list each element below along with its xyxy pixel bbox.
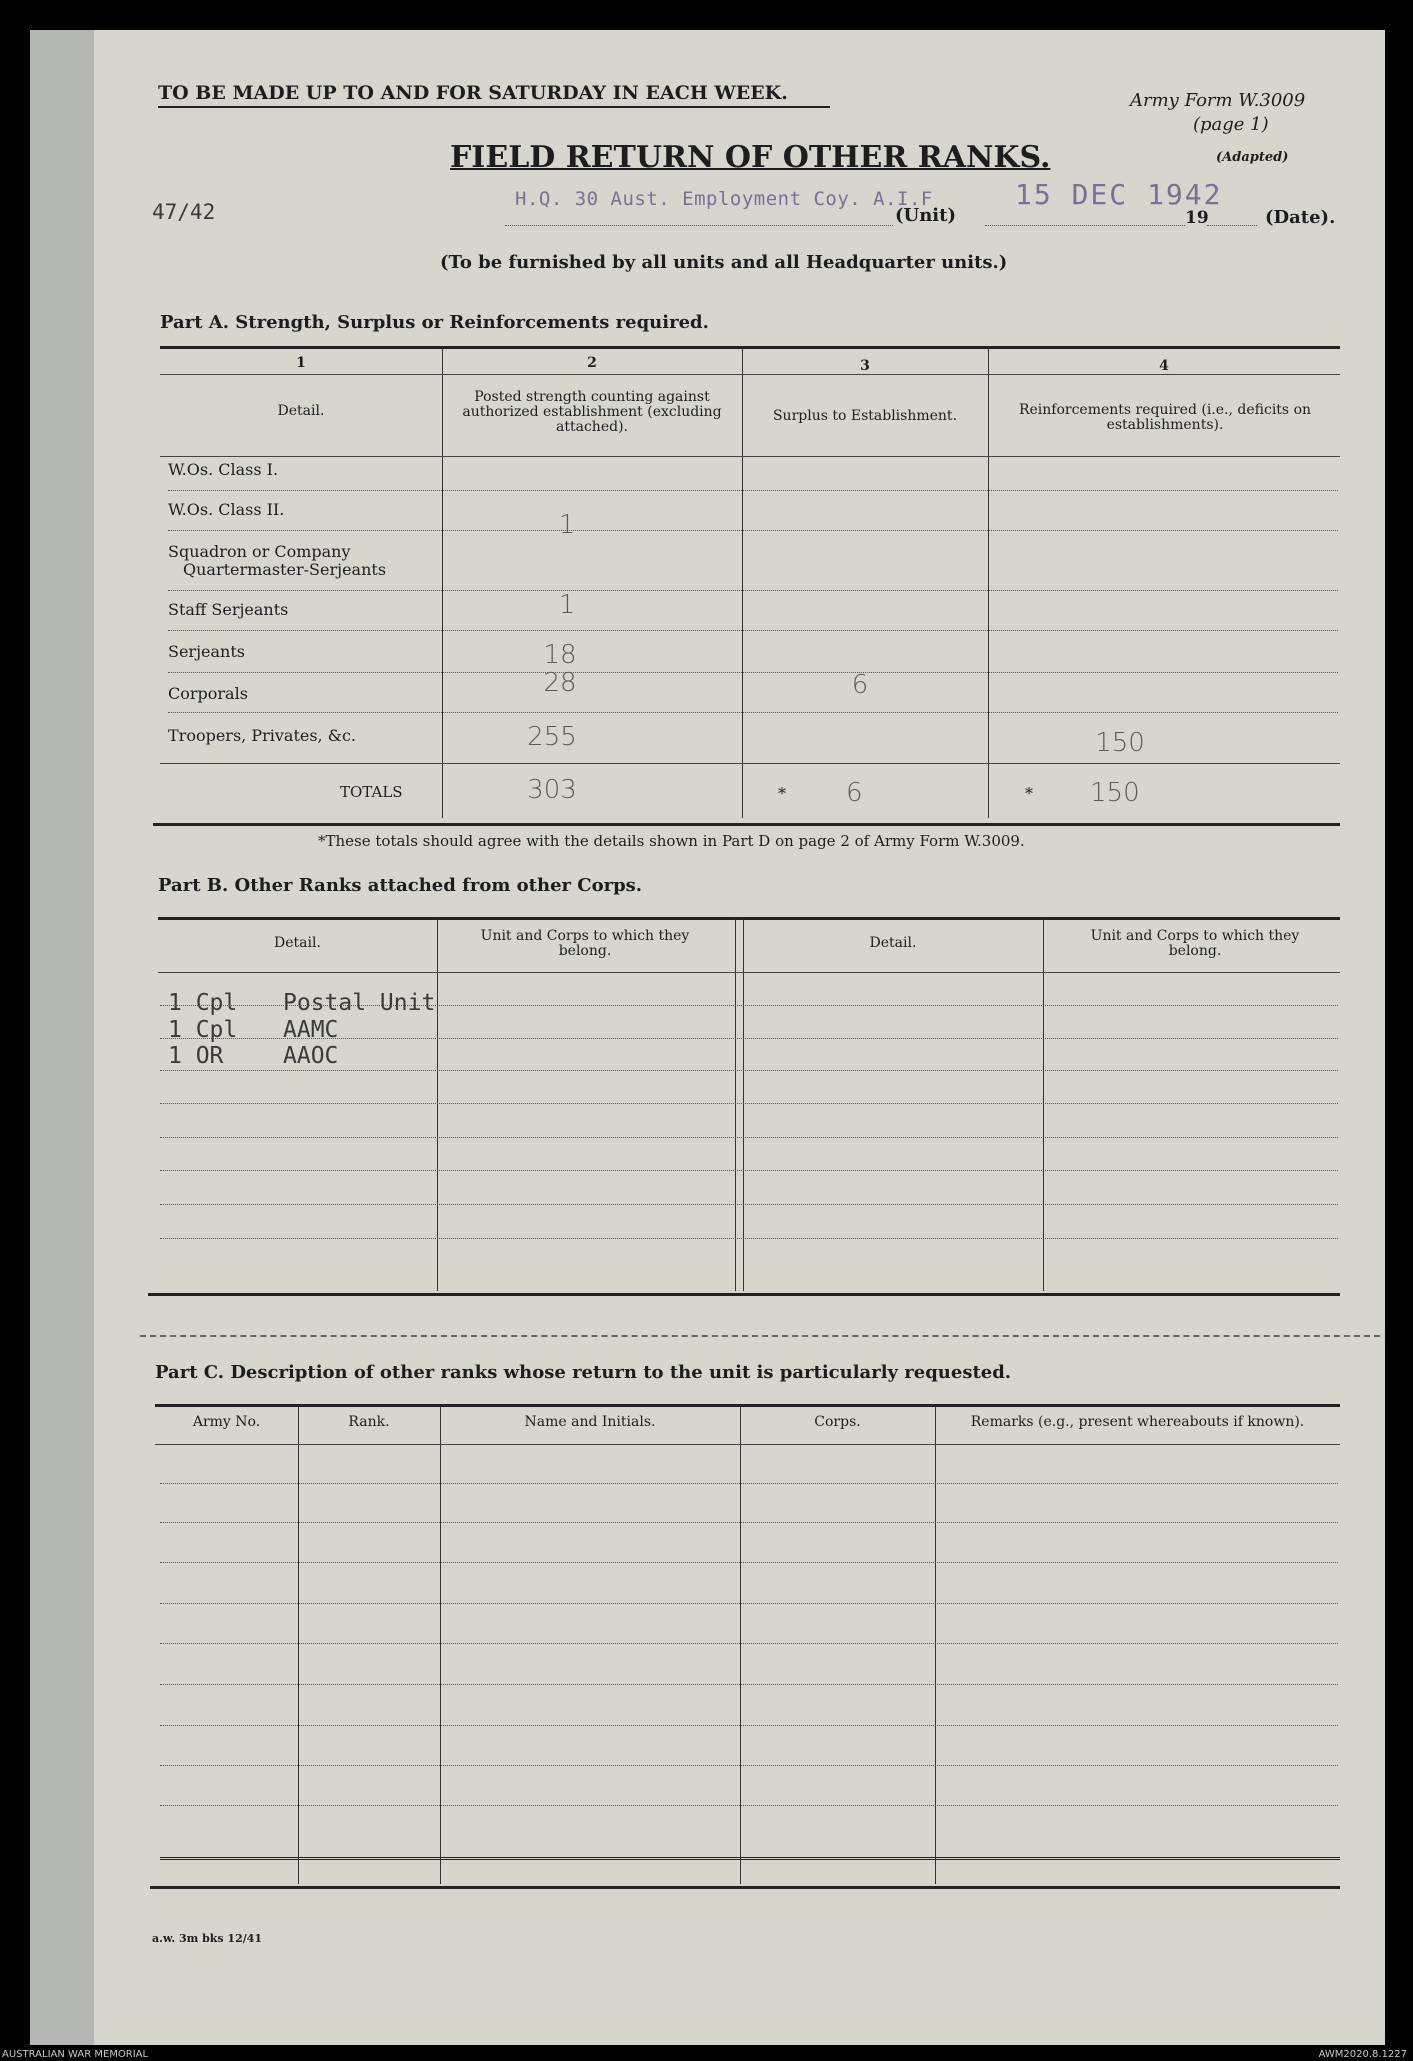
unit-dotline	[505, 225, 893, 226]
partB-bottom-rule	[148, 1293, 1340, 1296]
partA-colnum-1: 1	[296, 355, 306, 371]
partC-header-remarks: Remarks (e.g., present whereabouts if known).	[970, 1414, 1305, 1430]
row-surplus: 6	[851, 670, 869, 700]
row-detail: W.Os. Class II.	[168, 500, 285, 519]
totals-surplus: 6	[846, 778, 863, 808]
partB-row-rule	[160, 1170, 1338, 1171]
totals-surplus-asterisk: *	[778, 784, 786, 803]
partC-header-corps: Corps.	[814, 1414, 861, 1430]
row-detail: Staff Serjeants	[168, 600, 289, 619]
partC-col-divider	[935, 1406, 936, 1884]
partB-col-divider	[1043, 919, 1044, 1291]
row-rule	[168, 530, 1338, 531]
partC-bottom-rule	[150, 1886, 1340, 1889]
row-detail: Squadron or Company	[168, 542, 351, 561]
entry-unit: AAOC	[283, 1043, 339, 1069]
partC-row-rule	[160, 1643, 1338, 1644]
partB-row-rule	[160, 1070, 1338, 1071]
row-posted: 18	[543, 640, 577, 670]
row-posted: 1	[558, 510, 576, 540]
partB-header-unit: Unit and Corps to which they belong.	[480, 928, 690, 959]
file-number: 47/42	[152, 200, 216, 224]
partC-header-name: Name and Initials.	[524, 1414, 656, 1430]
row-rule	[168, 712, 1338, 713]
row-rule	[168, 490, 1338, 491]
row-posted: 28	[543, 668, 577, 698]
partA-colnum-2: 2	[587, 355, 597, 371]
partC-row-rule	[160, 1603, 1338, 1604]
row-detail: Troopers, Privates, &c.	[168, 726, 357, 745]
entry-unit: Postal Unit	[283, 990, 436, 1016]
footer-accession: AWM2020.8.1227	[1318, 2049, 1407, 2060]
partA-totals-rule	[160, 763, 1340, 764]
row-detail: Corporals	[168, 684, 248, 703]
partB-row-rule	[160, 1137, 1338, 1138]
partB-row-rule	[160, 1204, 1338, 1205]
partA-header-reinf: Reinforcements required (i.e., deficits on establishments).	[1018, 402, 1312, 433]
adapted-note: (Adapted)	[1216, 150, 1289, 165]
partA-totals-note: *These totals should agree with the details shown in Part D on page 2 of Army Form W.3009.	[318, 832, 1025, 850]
row-reinf: 150	[1095, 728, 1145, 758]
partC-row-rule	[160, 1562, 1338, 1563]
partC-row-rule	[160, 1684, 1338, 1685]
date-dotline	[985, 225, 1185, 226]
row-posted: 255	[527, 722, 577, 752]
partC-row-rule	[160, 1483, 1338, 1484]
partB-header-unit-2: Unit and Corps to which they belong.	[1090, 928, 1300, 959]
partB-heading: Part B. Other Ranks attached from other Corps.	[158, 875, 643, 896]
row-detail: W.Os. Class I.	[168, 460, 279, 479]
partB-header-detail: Detail.	[274, 935, 321, 951]
totals-label: TOTALS	[340, 783, 403, 801]
partA-bottom-rule	[153, 823, 1340, 826]
partB-col-divider	[437, 919, 438, 1291]
partC-row-rule	[160, 1725, 1338, 1726]
partC-header-rule	[155, 1444, 1340, 1445]
row-posted: 1	[558, 590, 576, 620]
partA-num-rule	[160, 374, 1340, 375]
partB-row-rule	[160, 1238, 1338, 1239]
partC-top-rule	[155, 1404, 1340, 1407]
totals-posted: 303	[527, 775, 577, 805]
year-prefix: 19	[1185, 208, 1209, 228]
entry-detail: 1 OR	[168, 1043, 224, 1069]
page-title: FIELD RETURN OF OTHER RANKS.	[450, 140, 1051, 175]
year-dotline	[1207, 225, 1257, 226]
partC-col-divider	[298, 1406, 299, 1884]
partB-row-rule	[160, 1005, 1338, 1006]
partA-colnum-3: 3	[860, 358, 870, 374]
partA-top-rule	[160, 346, 1340, 349]
form-name: Army Form W.3009	[1130, 90, 1306, 111]
date-stamp: 15 DEC 1942	[1015, 178, 1223, 211]
row-detail-line2: Quartermaster-Serjeants	[183, 560, 387, 579]
unit-stamp: H.Q. 30 Aust. Employment Coy. A.I.F	[515, 188, 933, 210]
row-rule	[168, 590, 1338, 591]
totals-reinf-asterisk: *	[1025, 784, 1033, 803]
row-rule	[168, 630, 1338, 631]
partA-header-rule	[160, 456, 1340, 457]
perforation-line	[140, 1335, 1380, 1337]
entry-detail: 1 Cpl	[168, 1017, 238, 1043]
partB-row-rule	[160, 1103, 1338, 1104]
partC-header-rank: Rank.	[348, 1414, 390, 1430]
partB-header-detail-2: Detail.	[869, 935, 917, 951]
partC-row-rule	[160, 1765, 1338, 1766]
form-page: (page 1)	[1193, 114, 1269, 135]
partA-heading: Part A. Strength, Surplus or Reinforcements required.	[160, 312, 709, 333]
partC-col-divider	[440, 1406, 441, 1884]
instruction-underline	[158, 106, 830, 108]
partB-top-rule	[158, 917, 1340, 920]
entry-detail: 1 Cpl	[168, 990, 238, 1016]
partB-col-divider	[743, 919, 744, 1291]
totals-reinf: 150	[1090, 778, 1140, 808]
partC-header-army-no: Army No.	[192, 1414, 261, 1430]
partA-header-surplus: Surplus to Establishment.	[772, 408, 958, 424]
date-label: (Date).	[1265, 207, 1336, 228]
partB-row-rule	[160, 1038, 1338, 1039]
entry-unit: AAMC	[283, 1017, 339, 1043]
unit-label: (Unit)	[895, 205, 956, 226]
partB-header-rule	[158, 972, 1340, 973]
partA-header-detail: Detail.	[277, 403, 325, 419]
print-code: a.w. 3m bks 12/41	[152, 1932, 263, 1945]
partC-col-divider	[740, 1406, 741, 1884]
furnished-note: (To be furnished by all units and all Headquarter units.)	[440, 252, 1008, 273]
partA-col-divider	[988, 348, 989, 818]
partC-row-rule	[160, 1522, 1338, 1523]
footer-credit: AUSTRALIAN WAR MEMORIAL	[2, 2049, 149, 2060]
instruction-line: TO BE MADE UP TO AND FOR SATURDAY IN EACH WEEK.	[158, 82, 788, 104]
partC-double-rule	[160, 1857, 1340, 1862]
partA-header-posted: Posted strength counting against authorized establishment (excluding attached).	[462, 389, 722, 435]
row-detail: Serjeants	[168, 642, 245, 661]
partA-colnum-4: 4	[1159, 358, 1169, 374]
partC-row-rule	[160, 1805, 1338, 1806]
partB-col-divider	[735, 919, 736, 1291]
binding-stripe	[30, 30, 94, 2045]
partC-heading: Part C. Description of other ranks whose return to the unit is particularly requested.	[155, 1362, 1012, 1383]
